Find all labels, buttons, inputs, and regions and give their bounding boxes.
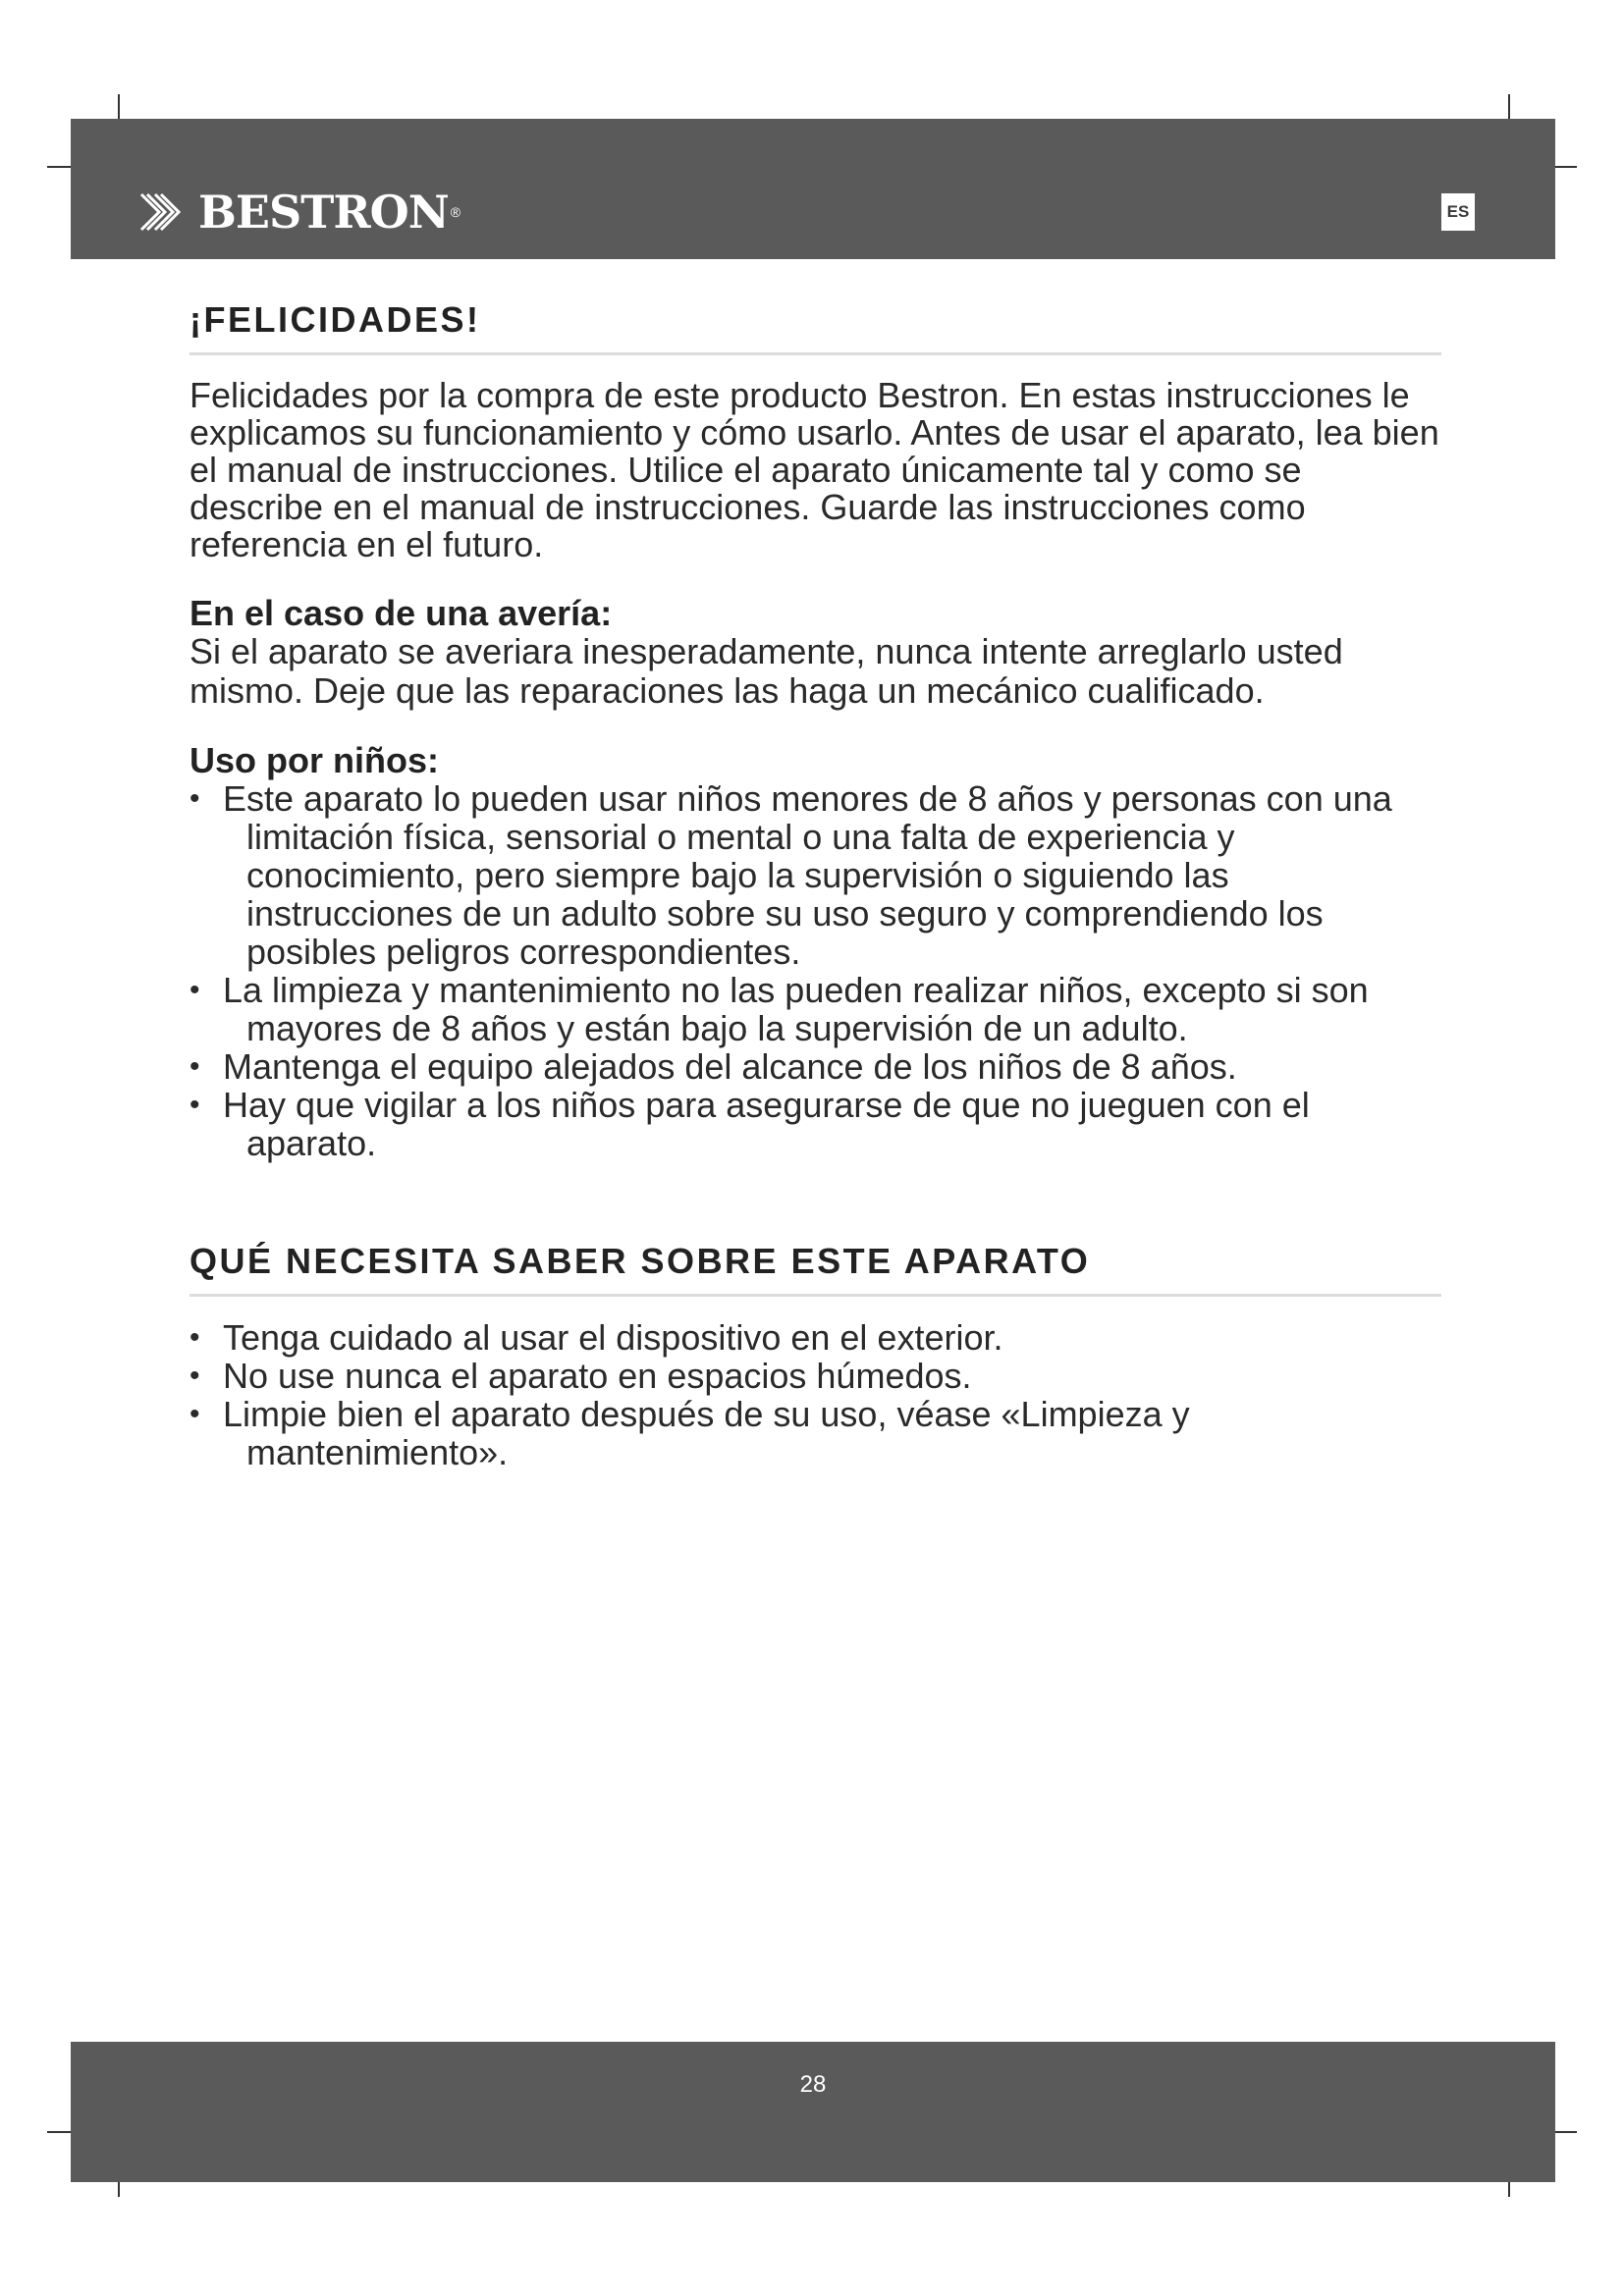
breakdown-text: Si el aparato se averiara inesperadamente, nunca intente arreglarlo usted mismo. Deje que las reparaciones las haga un mecánico cualificado. <box>189 631 1343 711</box>
list-item: • Limpie bien el aparato después de su uso, véase «Limpieza y mantenimiento». <box>189 1394 1190 1472</box>
bullet-icon: • <box>189 782 200 815</box>
bullet-icon: • <box>189 1398 200 1430</box>
brand-chevrons-icon <box>137 192 187 232</box>
brand-logo <box>137 186 461 239</box>
brand-name: BESTRON <box>198 186 449 239</box>
list-item: • Este aparato lo pueden usar niños menores de 8 años y personas con una limitación física, sensorial o mental o una falta de experiencia y conocimiento, pero siempre bajo la supervisión o siguiendo las instrucciones de un adulto sobre su uso seguro y comprendiendo los posibles peligros correspondientes. <box>189 778 1392 972</box>
bullet-icon: • <box>189 1321 200 1354</box>
bullet-icon: • <box>189 1050 200 1083</box>
intro-paragraph: Felicidades por la compra de este producto Bestron. En estas instrucciones le explicamos su funcionamiento y cómo usarlo. Antes de usar el aparato, lea bien el manual de instrucciones. Utilice el aparato únicamente tal y como se describe en el manual de instrucciones. Guarde las instrucciones como referencia en el futuro. <box>189 375 1439 564</box>
list-item: • No use nunca el aparato en espacios húmedos. <box>189 1356 972 1396</box>
list-item: • Hay que vigilar a los niños para asegurarse de que no jueguen con el aparato. <box>189 1085 1310 1163</box>
list-item: • Tenga cuidado al usar el dispositivo en el exterior. <box>189 1317 1003 1358</box>
section-title-device-info: QUÉ NECESITA SABER SOBRE ESTE APARATO <box>189 1241 1441 1297</box>
section-title-congratulations: ¡FELICIDADES! <box>189 299 1441 355</box>
list-item: • La limpieza y mantenimiento no las pueden realizar niños, excepto si son mayores de 8 años y están bajo la supervisión de un adulto. <box>189 970 1369 1048</box>
list-item: • Mantenga el equipo alejados del alcance de los niños de 8 años. <box>189 1046 1237 1087</box>
page-number: 28 <box>799 2071 827 2098</box>
page-footer <box>71 2042 1555 2182</box>
device-info-list <box>189 1318 1441 1471</box>
page-header <box>71 119 1555 259</box>
main-content <box>189 299 1441 1471</box>
bullet-icon: • <box>189 1089 200 1121</box>
registered-mark: ® <box>450 204 461 220</box>
section-device-info <box>189 1241 1441 1471</box>
bullet-icon: • <box>189 974 200 1006</box>
children-list <box>189 779 1441 1162</box>
language-badge: ES <box>1441 193 1475 231</box>
bullet-icon: • <box>189 1360 200 1392</box>
children-heading: Uso por niños: <box>189 740 439 780</box>
breakdown-heading: En el caso de una avería: <box>189 593 613 633</box>
